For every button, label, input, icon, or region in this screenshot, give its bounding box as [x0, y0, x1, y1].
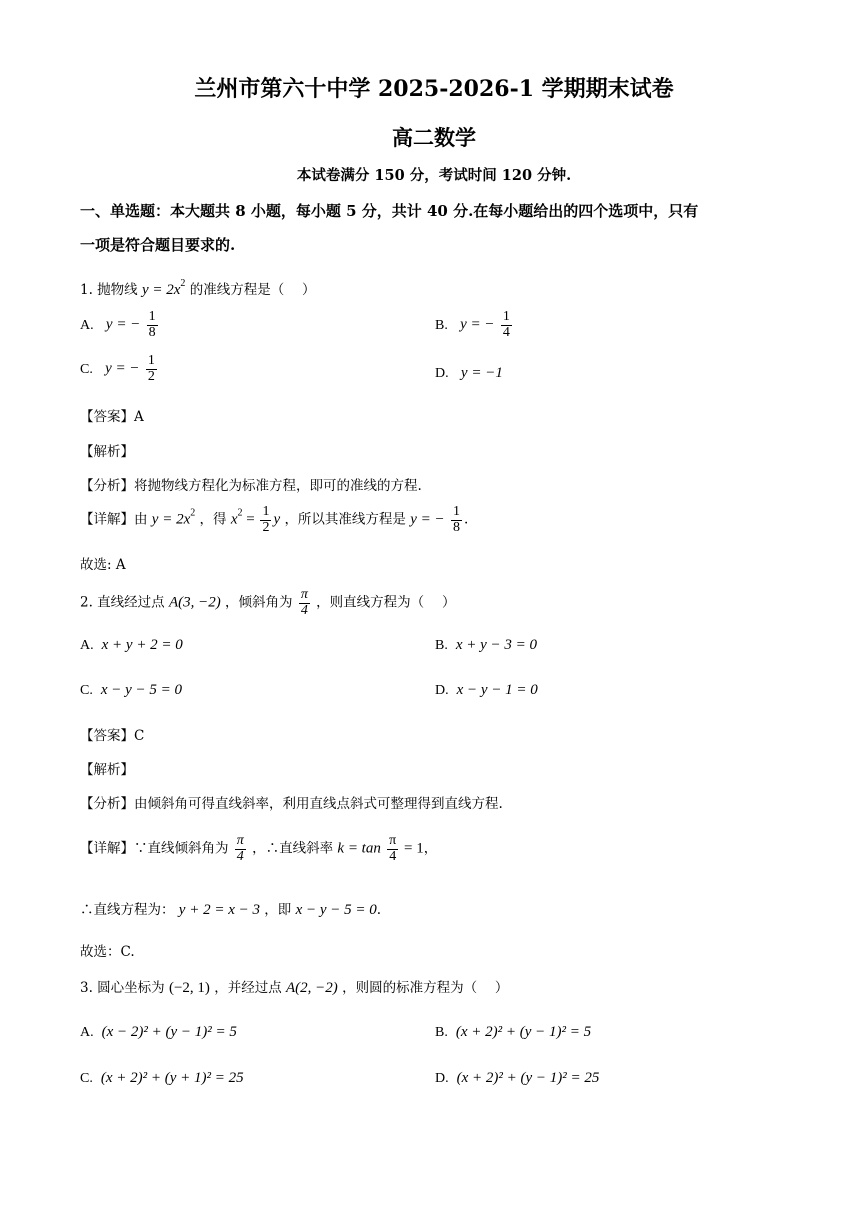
q2-option-d: D. x − y − 1 = 0: [435, 682, 538, 698]
section-heading-line1: 一、单选题：本大题共 8 小题，每小题 5 分，共计 40 分.在每小题给出的四个选项中，只有: [80, 202, 699, 220]
q1-option-c-fraction: $\frac{1}{2}$: [147, 353, 155, 384]
q1-choice: 故选: A: [80, 557, 126, 573]
q1-option-a-fraction: $\frac{1}{8}$: [148, 309, 156, 340]
q3-option-a: A. (x − 2)² + (y − 1)² = 5: [80, 1024, 237, 1040]
q2-option-a: A. x + y + 2 = 0: [80, 637, 183, 653]
q1-detail: 【详解】由 $y = 2x^2$ ，得 $x^2$ = $\frac{1}{2}$ y ，所以其准线方程是 y = − $\frac{1}{8}$ .: [80, 504, 469, 535]
q1-answer: 【答案】A: [80, 409, 144, 425]
q1-number: 1. 抛物线: [80, 282, 138, 298]
q2-point: A(3, −2): [168, 594, 221, 611]
q2-angle-fraction: $\frac{\pi}{4}$: [300, 587, 308, 618]
q3-center: (−2, 1): [168, 980, 210, 996]
q1-analysis: 【分析】将抛物线方程化为标准方程，即可的准线的方程.: [80, 478, 422, 494]
question-3: 3. 圆心坐标为 (−2, 1) ，并经过点 A(2, −2) ，则圆的标准方程为（ ）: [80, 980, 509, 996]
q2-analysis-tag: 【解析】: [80, 762, 134, 778]
q1-option-a: A. y = − $\frac{1}{8}$: [80, 309, 156, 340]
q3-option-b: B. (x + 2)² + (y − 1)² = 5: [435, 1024, 592, 1040]
q1-analysis-tag: 【解析】: [80, 444, 134, 460]
q1-equation: y = 2x: [141, 282, 181, 298]
q1-prompt: 的准线方程是（ ）: [189, 282, 316, 298]
q2-option-c: C. x − y − 5 = 0: [80, 682, 183, 698]
page-subtitle: 高二数学: [392, 125, 476, 150]
q2-analysis: 【分析】由倾斜角可得直线斜率，利用直线点斜式可整理得到直线方程.: [80, 796, 503, 812]
q1-option-b: B. y = − $\frac{1}{4}$: [435, 309, 510, 340]
q2-option-b: B. x + y − 3 = 0: [435, 637, 538, 653]
question-2: 2. 直线经过点 A(3, −2) ，倾斜角为 $\frac{\pi}{4}$ ，则直线方程为（ ）: [80, 587, 456, 618]
q3-option-d: D. (x + 2)² + (y − 1)² = 25: [435, 1070, 600, 1086]
q2-answer: 【答案】C: [80, 728, 145, 744]
q2-detail: 【详解】∵直线倾斜角为 $\frac{\pi}{4}$ ，∴直线斜率 k = tan $\frac{\pi}{4}$ = 1，: [80, 833, 438, 864]
q1-option-b-fraction: $\frac{1}{4}$: [502, 309, 510, 340]
q2-choice: 故选：C.: [80, 944, 135, 960]
page-title: 兰州市第六十中学 2025-2026-1 学期期末试卷: [194, 76, 674, 102]
question-1: 1. 抛物线 $y = 2x^2$ 的准线方程是（ ）: [80, 278, 316, 298]
q3-point: A(2, −2): [286, 980, 338, 996]
q3-option-c: C. (x + 2)² + (y + 1)² = 25: [80, 1070, 244, 1086]
exam-note: 本试卷满分 150 分，考试时间 120 分钟.: [296, 167, 572, 184]
section-heading-line2: 一项是符合题目要求的.: [80, 236, 236, 254]
q1-option-c: C. y = − $\frac{1}{2}$: [80, 353, 155, 384]
q1-option-d: D. y = −1: [435, 365, 503, 381]
q2-detail-line2: ∴直线方程为： y + 2 = x − 3 ，即 x − y − 5 = 0.: [80, 902, 382, 918]
